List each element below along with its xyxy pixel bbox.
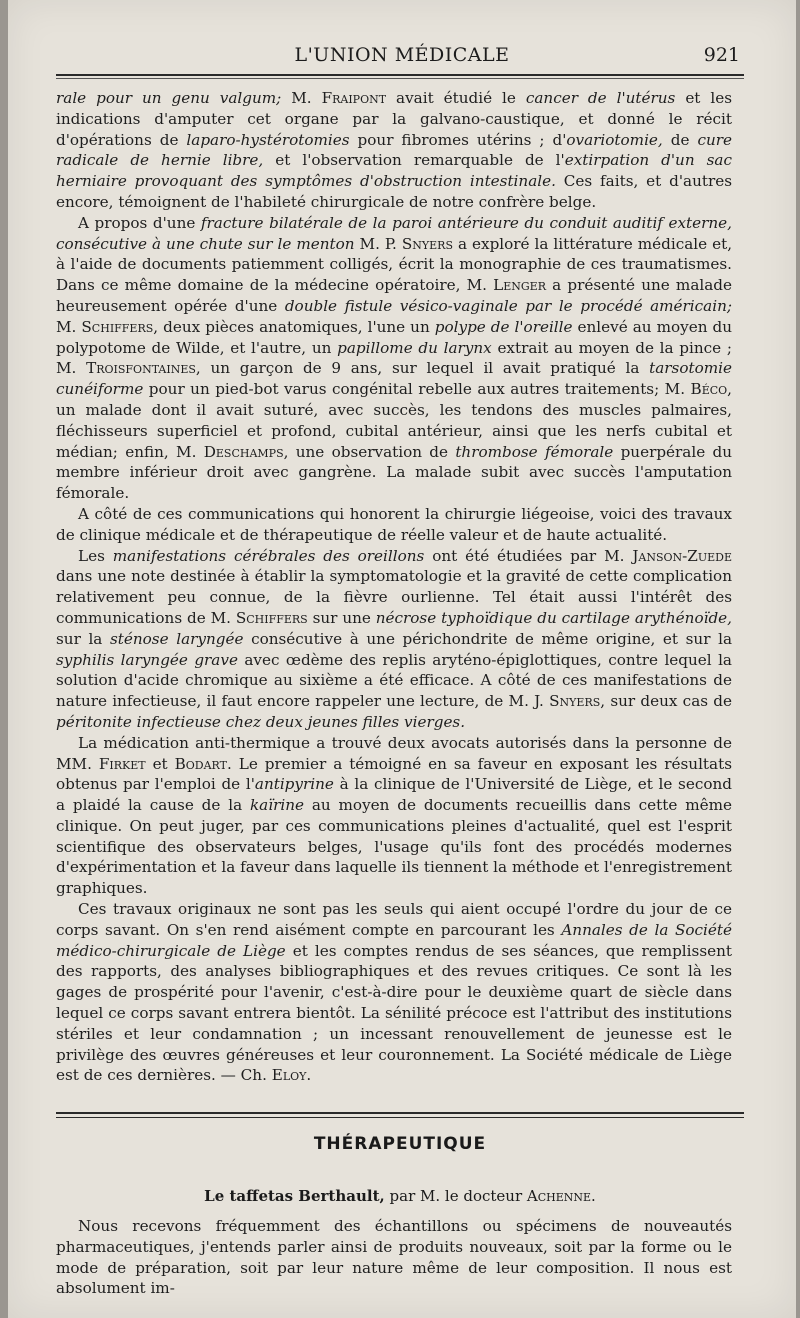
text-run: extrait au moyen de la pince ; M. bbox=[56, 338, 732, 378]
paragraph bbox=[56, 733, 732, 899]
author-name: Janson-Zuede bbox=[632, 546, 732, 565]
text-run: avait étudié le bbox=[386, 89, 526, 107]
text-run: Ces faits, et d'autres encore, témoignent de l'habileté chirurgicale de notre confrère belge. bbox=[56, 172, 732, 211]
article-byline: par M. le docteur bbox=[384, 1187, 527, 1205]
text-run: , sur deux cas de bbox=[600, 692, 732, 711]
text-run: à la clinique de l'Université de Liège, et le second a plaidé la cause de la bbox=[56, 775, 732, 815]
text-run: avec œdème des replis aryténo-épiglottiques, contre lequel la solution d'acide chromique au sixième a été efficace. A côté de ces manifestations de nature infectieuse, il faut encore rappeler une lecture, de M. J. bbox=[56, 650, 732, 711]
italic-text: fracture bilatérale de la paroi antérieure du conduit auditif externe, consécutive à une chute sur le menton bbox=[56, 213, 732, 253]
italic-text: nécrose typhoïdique du cartilage arythénoïde, bbox=[375, 608, 732, 627]
italic-text: ovariotomie, bbox=[566, 130, 663, 149]
italic-text: antipyrine bbox=[254, 775, 334, 794]
author-name: Troisfontaines bbox=[86, 359, 196, 378]
text-run: et bbox=[145, 754, 175, 773]
text-run: , un garçon de 9 ans, sur lequel il avait pratiqué la bbox=[195, 359, 650, 378]
author-name: Béco bbox=[690, 380, 728, 399]
italic-text: Annales de la Société médico-chirurgicale de Liège bbox=[56, 920, 732, 960]
paragraph bbox=[56, 899, 732, 1086]
text-run: Ces travaux originaux ne sont pas les seuls qui aient occupé l'ordre du jour de ce corps savant. On s'en rend aisément compte en parcourant les bbox=[56, 900, 732, 939]
article-body bbox=[56, 88, 732, 1086]
article-author: Achenne bbox=[526, 1187, 592, 1205]
article-title: Le taffetas Berthault, bbox=[204, 1187, 385, 1205]
italic-text: sténose laryngée bbox=[110, 629, 244, 648]
text-run: dans une note destinée à établir la symptomatologie et la gravité de cette complication relativement peu connue, de la fièvre ourlienne. Tel était aussi l'intérêt des communications de M. bbox=[56, 567, 732, 627]
text-run: A propos d'une bbox=[78, 213, 201, 232]
article-heading-end: . bbox=[591, 1187, 596, 1205]
text-run: Les bbox=[78, 546, 113, 565]
article-heading bbox=[0, 1187, 800, 1205]
text-run: M. P. bbox=[354, 234, 402, 253]
section-divider bbox=[56, 1112, 744, 1118]
author-name: Bodart bbox=[174, 754, 227, 773]
text-run: et l'observation remarquable de l' bbox=[263, 151, 565, 170]
italic-text: double fistule vésico-vaginale par le procédé américain; bbox=[284, 296, 732, 315]
text-run: . bbox=[306, 1066, 312, 1085]
italic-text: syphilis laryngée grave bbox=[56, 650, 238, 669]
header-rule bbox=[56, 74, 744, 79]
author-name: Schiffers bbox=[81, 317, 154, 336]
text-run: puerpérale du membre inférieur droit avec gangrène. La malade subit avec succès l'amputation fémorale. bbox=[56, 442, 733, 503]
italic-text: tarsotomie cunéiforme bbox=[56, 359, 732, 399]
text-run: a exploré la littérature médicale et, à l'aide de documents patiemment colligés, écrit la monographie de ces traumatismes. Dans ce même domaine de la médecine opératoire, M. bbox=[56, 234, 733, 295]
text-run: M. bbox=[281, 89, 322, 107]
italic-text: péritonite infectieuse chez deux jeunes filles vierges. bbox=[56, 712, 466, 731]
author-name: Eloy bbox=[271, 1066, 307, 1085]
page-number: 921 bbox=[703, 44, 740, 66]
text-run: . Le premier a témoigné en sa faveur en exposant les résultats obtenus par l'emploi de l' bbox=[56, 754, 732, 794]
text-run: de bbox=[662, 130, 698, 149]
text-run: enlevé au moyen du polypotome de Wilde, et l'autre, un bbox=[56, 317, 732, 357]
author-name: Snyers bbox=[549, 692, 601, 711]
author-name: Lenger bbox=[493, 276, 546, 295]
text-run: a présenté une malade heureusement opérée d'une bbox=[56, 276, 732, 315]
page-header bbox=[64, 44, 740, 74]
paragraph bbox=[56, 546, 732, 733]
italic-text: kaïrine bbox=[249, 796, 304, 815]
author-name: Schiffers bbox=[235, 608, 308, 627]
text-run: consécutive à une périchondrite de même origine, et sur la bbox=[243, 629, 733, 648]
text-run: sur la bbox=[56, 629, 110, 648]
author-name: Firket bbox=[98, 754, 146, 773]
text-run: M. bbox=[56, 317, 82, 336]
text-run: ont été étudiées par M. bbox=[424, 546, 633, 565]
text-run: pour un pied-bot varus congénital rebelle aux autres traitements; M. bbox=[143, 380, 691, 399]
italic-text: cancer de l'utérus bbox=[525, 89, 676, 107]
italic-text: papillome du larynx bbox=[337, 338, 492, 357]
italic-text: thrombose fémorale bbox=[455, 442, 614, 461]
intro-paragraph: Nous recevons fréquemment des échantillons ou spécimens de nouveautés pharmaceutiques, j'entends parler ainsi de produits nouveaux, soit par la forme ou le mode de préparation, soit par leur nature même de leur composition. Il nous est absolument im- bbox=[56, 1217, 732, 1298]
author-name: Fraipont bbox=[321, 89, 387, 107]
author-name: Snyers bbox=[401, 234, 453, 253]
paragraph bbox=[56, 88, 732, 213]
article-intro bbox=[56, 1216, 732, 1299]
paragraph bbox=[56, 213, 732, 504]
italic-text: rale pour un genu valgum; bbox=[56, 89, 282, 107]
text-run: sur une bbox=[307, 608, 376, 627]
section-title: THÉRAPEUTIQUE bbox=[313, 1134, 487, 1154]
text-run: et les comptes rendus de ses séances, que remplissent des rapports, des analyses bibliographiques et des revues critiques. Ce sont là les gages de prospérité pour l'avenir, c'est-à-dire pour le deuxième quart de siècle dans lequel ce corps savant entrera bientôt. La sénilité précoce est l'attribut des institutions stériles et leur condamnation ; un incessant renouvellement de jeunesse est le privilège des œuvres généreuses et leur couronnement. La Société médicale de Liège est de ces dernières. — Ch. bbox=[56, 941, 732, 1085]
text-run: A côté de ces communications qui honorent la chirurgie liégeoise, voici des travaux de clinique médicale et de thérapeutique de réelle valeur et de haute actualité. bbox=[56, 504, 732, 544]
text-run: , une observation de bbox=[283, 442, 456, 461]
text-run: , un malade dont il avait suturé, avec succès, les tendons des muscles palmaires, fléchisseurs superficiel et profond, cubital antérieur, ainsi que les nerfs cubital et médian; enfin, M. bbox=[56, 380, 732, 461]
running-title: L'UNION MÉDICALE bbox=[294, 44, 510, 66]
italic-text: extirpation d'un sac herniaire provoquant des symptômes d'obstruction intestinale. bbox=[56, 151, 732, 191]
paragraph bbox=[56, 504, 732, 546]
text-run: pour fibromes utérins ; d' bbox=[349, 130, 567, 149]
text-run: au moyen de documents recueillis dans cette même clinique. On peut juger, par ces communications pleines d'actualité, quel est l'esprit scientifique des observateurs belges, l'usage qu'ils font des procédés modernes d'expérimentation et la faveur dans laquelle ils tiennent la méthode et l'enregistrement graphiques. bbox=[56, 796, 732, 898]
text-run: , deux pièces anatomiques, l'une un bbox=[153, 317, 435, 336]
italic-text: manifestations cérébrales des oreillons bbox=[112, 546, 425, 565]
author-name: Deschamps bbox=[203, 442, 284, 461]
italic-text: polype de l'oreille bbox=[434, 317, 573, 336]
italic-text: laparo-hystérotomies bbox=[186, 130, 350, 149]
text-run: et les indications d'amputer cet organe par la galvano-caustique, et donné le récit d'opérations de bbox=[56, 89, 733, 149]
text-run: La médication anti-thermique a trouvé deux avocats autorisés dans la personne de MM. bbox=[56, 733, 732, 773]
italic-text: cure radicale de hernie libre, bbox=[56, 130, 732, 170]
